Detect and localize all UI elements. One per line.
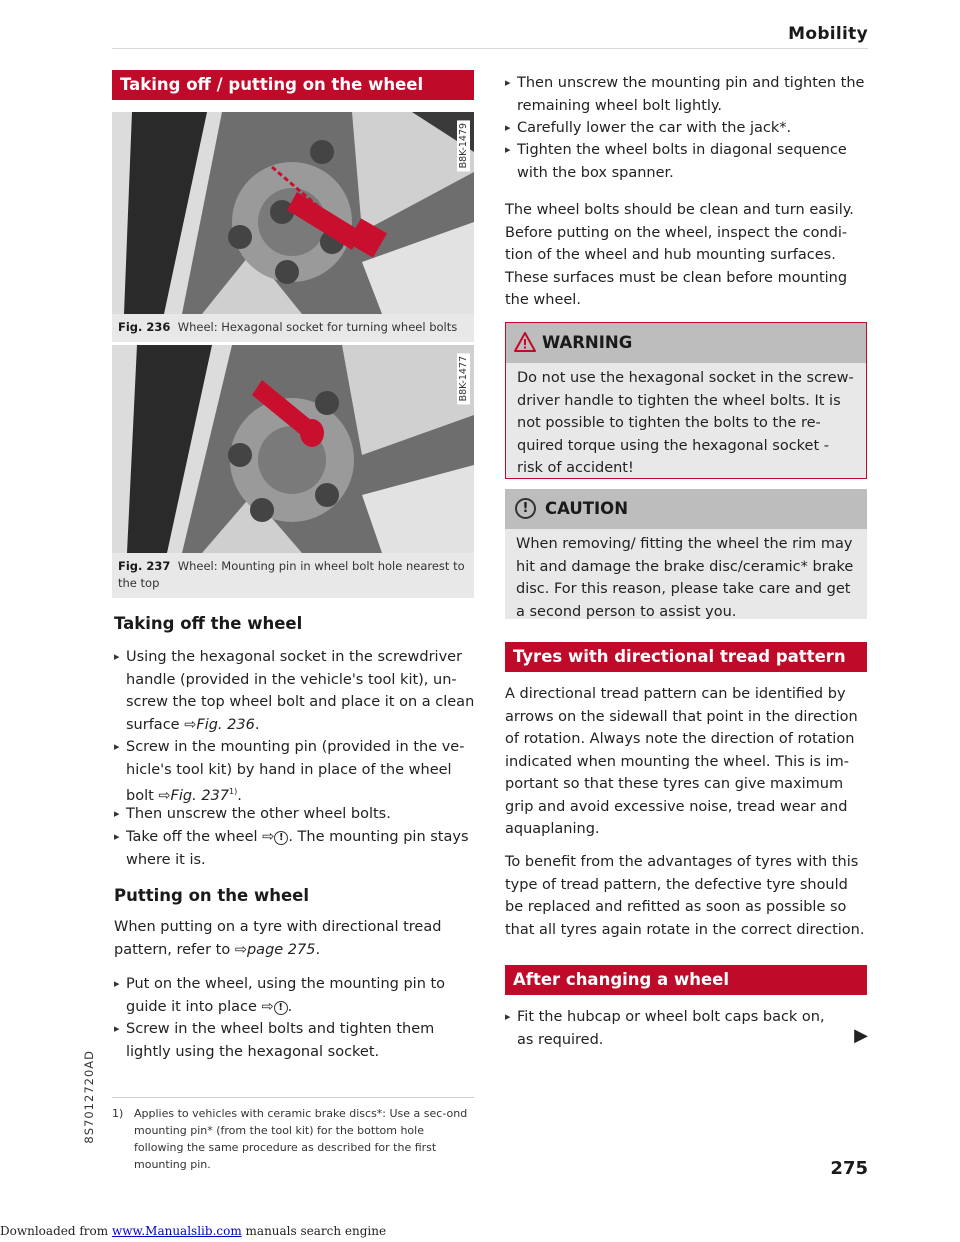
page-275-link[interactable]: ⇨page 275 <box>234 941 316 958</box>
wheel-socket-illustration <box>112 112 474 314</box>
warning-box <box>505 322 867 479</box>
paragraph-directional-tread: A directional tread pattern can be identified by arrows on the sidewall that point in the direction of rotation. Always note the direction of rotation indicated when mounting the wheel. This is im-portant so that these tyres can give maximum grip and avoid excessive noise, tread wear and aquaplaning. <box>505 686 858 837</box>
caution-box <box>505 489 867 619</box>
section-bar-taking-off-putting-on: Taking off / putting on the wheel <box>112 70 474 100</box>
warning-title: WARNING <box>542 333 633 352</box>
warning-triangle-icon <box>514 331 536 353</box>
caution-icon: ! <box>515 498 536 519</box>
section-title: Mobility <box>788 24 868 44</box>
continue-arrow-icon: ▶ <box>854 1025 868 1046</box>
list-item: ▸ Using the hexagonal socket in the screwdriver handle (provided in the vehicle's tool kit), un-screw the top wheel bolt and place it on a clean surface ⇨Fig. 236. <box>114 646 476 736</box>
paragraph-benefit: To benefit from the advantages of tyres with this type of tread pattern, the defective tyre should be replaced and refitted as soon as possible so that all tyres again rotate in the correct direction. <box>505 854 865 938</box>
document-code: 8S7012720AD <box>82 1050 96 1144</box>
paragraph-putting-on: When putting on a tyre with directional tread pattern, refer to ⇨page 275. <box>114 919 442 958</box>
figure-237-label: Fig. 237 <box>118 559 171 573</box>
list-item: ▸ Then unscrew the mounting pin and tighten the remaining wheel bolt lightly. <box>505 72 869 117</box>
caution-title: CAUTION <box>545 499 628 518</box>
paragraph-wheel-bolts: The wheel bolts should be clean and turn easily. Before putting on the wheel, inspect the condi-tion of the wheel and hub mounting surfaces. These surfaces must be clean before mounting the wheel. <box>505 202 854 308</box>
warning-header <box>506 323 866 363</box>
manualslib-link[interactable]: www.Manualslib.com <box>111 1224 242 1238</box>
figure-237-code: B8K-1477 <box>457 353 470 404</box>
footnote-marker: 1) <box>229 787 238 796</box>
figure-237-caption <box>112 553 474 598</box>
page-number: 275 <box>830 1158 868 1179</box>
heading-putting-on: Putting on the wheel <box>114 886 309 905</box>
footnote-rule <box>112 1097 474 1098</box>
figure-237 <box>112 345 474 598</box>
figure-236-caption <box>112 314 474 342</box>
list-item: ▸ Then unscrew the other wheel bolts. <box>114 803 476 826</box>
list-item: ▸ Screw in the mounting pin (provided in the ve-hicle's tool kit) by hand in place of the wheel bolt ⇨Fig. 237$^{1)}$. <box>114 736 476 807</box>
section-bar-tyres-directional: Tyres with directional tread pattern <box>505 642 867 672</box>
caution-link[interactable]: ⇨ ! <box>262 999 288 1015</box>
list-item: ▸ Carefully lower the car with the jack*. <box>505 117 869 140</box>
list-item: ▸ Fit the hubcap or wheel bolt caps back on, as required. <box>505 1006 845 1051</box>
download-footer: Downloaded from www.Manualslib.com manuals search engine <box>0 1224 387 1238</box>
footnote <box>112 1105 474 1173</box>
footnote-mark: 1) <box>112 1107 124 1120</box>
list-item: ▸ Put on the wheel, using the mounting pin to guide it into place ⇨ ! . <box>114 973 476 1018</box>
wheel-mounting-pin-illustration <box>112 345 474 553</box>
caution-icon: ! <box>274 831 288 845</box>
figure-236-link[interactable]: ⇨Fig. 236 <box>184 716 255 733</box>
heading-taking-off: Taking off the wheel <box>114 614 303 633</box>
list-item: ▸ Tighten the wheel bolts in diagonal sequence with the box spanner. <box>505 139 869 184</box>
figure-236-code: B8K-1479 <box>457 120 470 171</box>
footnote-text: Applies to vehicles with ceramic brake discs*: Use a sec-ond mounting pin* (from the tool kit) for the bottom hole following the same procedure as described for the first mounting pin. <box>134 1107 468 1171</box>
figure-237-text: Wheel: Mounting pin in wheel bolt hole nearest to the top <box>118 559 465 590</box>
figure-236-label: Fig. 236 <box>118 320 171 334</box>
caution-header <box>505 489 867 529</box>
caution-text: When removing/ fitting the wheel the rim may hit and damage the brake disc/ceramic* brake disc. For this reason, please take care and get a second person to assist you. <box>516 536 854 620</box>
figure-236 <box>112 112 474 342</box>
list-item: ▸ Take off the wheel ⇨ ! . The mounting pin stays where it is. <box>114 826 476 871</box>
caution-icon: ! <box>274 1001 288 1015</box>
warning-text: Do not use the hexagonal socket in the screw-driver handle to tighten the wheel bolts. It is not possible to tighten the bolts to the re-quired torque using the hexagonal socket - risk of accident! <box>517 370 854 476</box>
section-bar-after-changing: After changing a wheel <box>505 965 867 995</box>
header-rule <box>112 48 868 49</box>
figure-236-text: Wheel: Hexagonal socket for turning wheel bolts <box>177 320 458 334</box>
figure-237-link[interactable]: ⇨Fig. 237 <box>158 787 230 804</box>
list-item: ▸ Screw in the wheel bolts and tighten them lightly using the hexagonal socket. <box>114 1018 476 1063</box>
caution-link[interactable]: ⇨ ! <box>262 829 288 845</box>
